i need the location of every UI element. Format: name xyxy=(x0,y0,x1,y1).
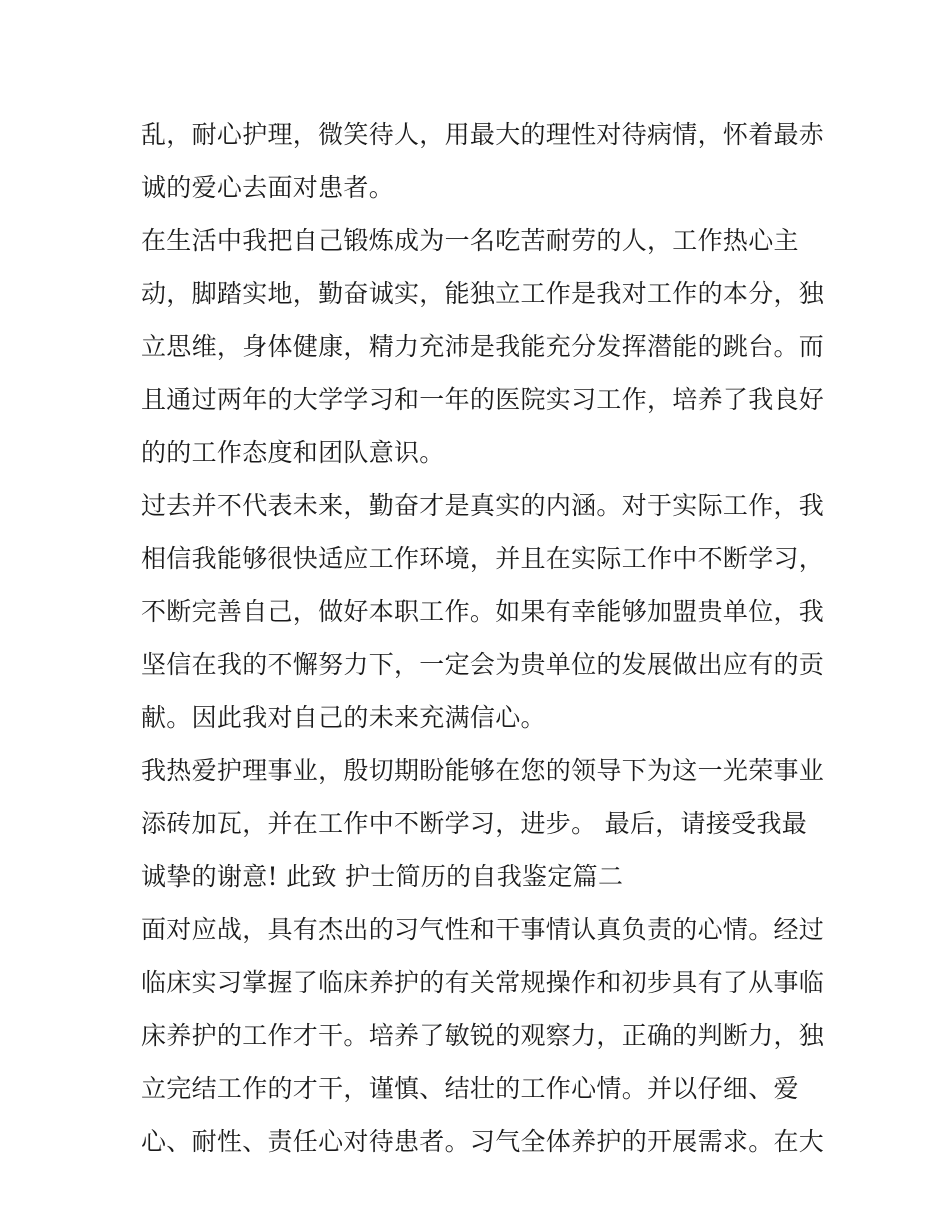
text-line: 立完结工作的才干，谨慎、结壮的工作心情。并以仔细、爱 xyxy=(141,1074,799,1103)
text-line: 临床实习掌握了临床养护的有关常规操作和初步具有了从事临 xyxy=(141,968,825,997)
text-line: 心、耐性、责任心对待患者。习气全体养护的开展需求。在大 xyxy=(141,1127,825,1156)
text-line: 诚挚的谢意! 此致 护士简历的自我鉴定篇二 xyxy=(141,862,624,891)
text-line: 动，脚踏实地，勤奋诚实，能独立工作是我对工作的本分，独 xyxy=(141,279,825,308)
text-line: 坚信在我的不懈努力下，一定会为贵单位的发展做出应有的贡 xyxy=(141,650,825,679)
text-line: 我热爱护理事业，殷切期盼能够在您的领导下为这一光荣事业 xyxy=(141,756,825,785)
text-line: 献。因此我对自己的未来充满信心。 xyxy=(141,703,546,732)
text-line: 在生活中我把自己锻炼成为一名吃苦耐劳的人，工作热心主 xyxy=(141,226,799,255)
text-line: 相信我能够很快适应工作环境，并且在实际工作中不断学习， xyxy=(141,544,825,573)
text-line: 乱，耐心护理，微笑待人，用最大的理性对待病情，怀着最赤 xyxy=(141,120,825,149)
text-line: 诚的爱心去面对患者。 xyxy=(141,173,395,202)
text-line: 的的工作态度和团队意识。 xyxy=(141,438,445,467)
text-line: 面对应战，具有杰出的习气性和干事情认真负责的心情。经过 xyxy=(141,915,825,944)
text-line: 过去并不代表未来，勤奋才是真实的内涵。对于实际工作，我 xyxy=(141,491,825,520)
document-body xyxy=(141,108,825,1168)
text-line: 立思维，身体健康，精力充沛是我能充分发挥潜能的跳台。而 xyxy=(141,332,825,361)
text-line: 床养护的工作才干。培养了敏锐的观察力，正确的判断力，独 xyxy=(141,1021,825,1050)
text-line: 添砖加瓦，并在工作中不断学习，进步。 最后，请接受我最 xyxy=(141,809,808,838)
text-line: 且通过两年的大学学习和一年的医院实习工作，培养了我良好 xyxy=(141,385,825,414)
text-line: 不断完善自己，做好本职工作。如果有幸能够加盟贵单位，我 xyxy=(141,597,825,626)
